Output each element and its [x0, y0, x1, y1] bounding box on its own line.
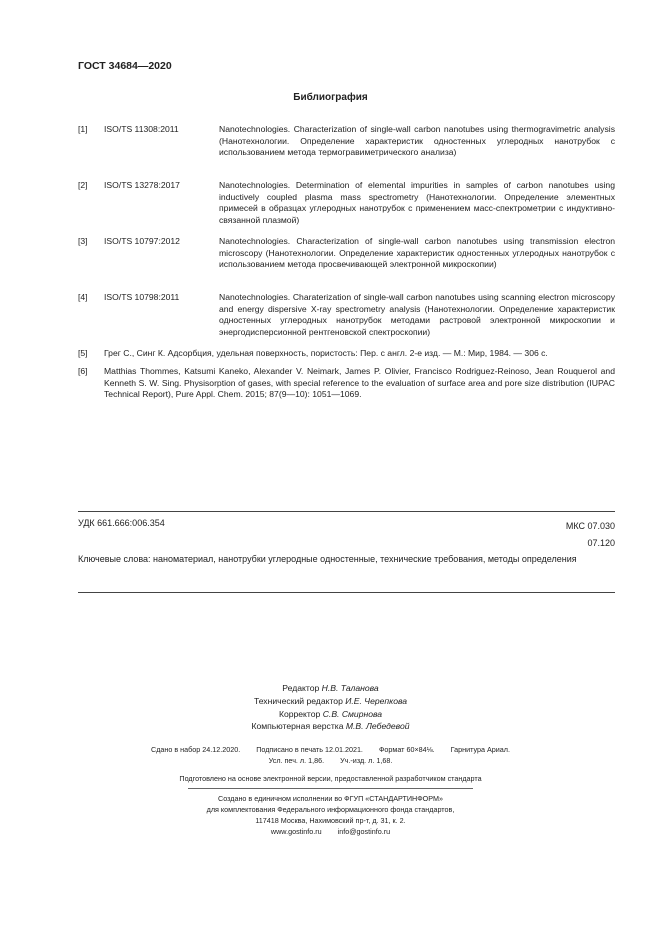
editor-line: Компьютерная верстка М.В. Лебедевой — [251, 721, 410, 732]
format: Формат 60×84⅛. — [378, 745, 435, 754]
typeface: Гарнитура Ариал. — [450, 745, 510, 754]
created-by: Создано в единичном исполнении во ФГУП «СТАНДАРТИНФОРМ» — [218, 794, 443, 803]
reference-number: [4] — [78, 292, 88, 302]
reference-text: Nanotechnologies. Charaterization of single-wall carbon nanotubes using scanning electron microscopy and energy dispersive X-ray spectrometry analysis (Нанотехнологии. Определение характеристик одностенных углеродных нанотрубок методами растровой электронной микроскопии и энергодисперсионной рентгеновской спектроскопии) — [219, 292, 615, 337]
reference-item — [78, 366, 615, 401]
mks-code-2: 07.120 — [587, 538, 615, 548]
reference-item — [78, 348, 615, 360]
reference-number: [5] — [78, 348, 88, 358]
reference-code: ISO/TS 11308:2011 — [104, 124, 179, 134]
divider-imprint — [188, 788, 473, 789]
print-details — [0, 744, 661, 766]
divider-top — [78, 511, 615, 512]
address: 117418 Москва, Нахимовский пр-т, д. 31, к. 2. — [255, 816, 406, 825]
sent-date: Сдано в набор 24.12.2020. — [151, 745, 241, 754]
reference-code: ISO/TS 10798:2011 — [104, 292, 180, 302]
reference-text: Matthias Thommes, Katsumi Kaneko, Alexander V. Neimark, James P. Olivier, Francisco Rodriguez-Reinoso, Jean Rouquerol and Kenneth S. W. Sing. Physisorption of gases, with special reference to the evaluation of surface area and pore size distribution (IUPAC Technical Report), Pure Appl. Chem. 2015; 87(9—10): 1051—1069. — [104, 366, 615, 399]
reference-number: [6] — [78, 366, 88, 376]
keywords: Ключевые слова: наноматериал, нанотрубки углеродные одностенные, технические требования, методы определения — [78, 554, 577, 564]
editors-block — [0, 682, 661, 733]
standard-number: ГОСТ 34684—2020 — [78, 60, 172, 72]
bibliography-title: Библиография — [293, 92, 368, 103]
reference-item — [78, 236, 615, 271]
reference-text: Nanotechnologies. Characterization of single-wall carbon nanotubes using thermogravimetric analysis (Нанотехнологии. Определение характеристик одностенных углеродных нанотрубок с использованием метода термогравиметрического анализа) — [219, 124, 615, 157]
reference-code: ISO/TS 13278:2017 — [104, 180, 180, 190]
editor-line: Редактор Н.В. Таланова — [282, 683, 379, 693]
publisher-sheets: Уч.-изд. л. 1,68. — [340, 756, 393, 765]
reference-number: [3] — [78, 236, 88, 246]
publisher-block — [0, 793, 661, 837]
divider-bottom — [78, 592, 615, 593]
reference-text: Nanotechnologies. Characterization of single-wall carbon nanotubes using transmission electron microscopy (Нанотехнологии. Определение характеристик одностенных углеродных нанотрубок с использованием метода просвечивающей электронной микроскопии) — [219, 236, 615, 269]
prepared-note: Подготовлено на основе электронной версии, предоставленной разработчиком стандарта — [179, 774, 482, 783]
print-sheets: Усл. печ. л. 1,86. — [268, 756, 325, 765]
udk-code: УДК 661.666:006.354 — [78, 518, 165, 528]
reference-item — [78, 180, 615, 226]
reference-number: [1] — [78, 124, 88, 134]
mks-codes — [566, 518, 615, 552]
signed-date: Подписано в печать 12.01.2021. — [256, 745, 363, 754]
fund-note: для комплектования Федерального информационного фонда стандартов, — [206, 805, 455, 814]
website-link[interactable]: www.gostinfo.ru — [270, 827, 322, 836]
mks-code-1: МКС 07.030 — [565, 521, 615, 531]
email-link[interactable]: info@gostinfo.ru — [337, 827, 391, 836]
editor-line: Технический редактор И.Е. Черепкова — [253, 695, 408, 706]
reference-text: Грег С., Синг К. Адсорбция, удельная поверхность, пористость: Пер. с англ. 2-е изд. — М.: Мир, 1984. — 306 с. — [104, 348, 548, 358]
reference-text: Nanotechnologies. Determination of elemental impurities in samples of carbon nanotubes using inductively coupled plasma mass spectrometry (Нанотехнологии. Определение элементных примесей в образцах углеродных нанотрубок с применением масс-спектрометрии с индуктивно-связанной плазмой) — [219, 180, 615, 225]
reference-item — [78, 124, 615, 159]
reference-code: ISO/TS 10797:2012 — [104, 236, 180, 246]
reference-item — [78, 292, 615, 338]
reference-number: [2] — [78, 180, 88, 190]
editor-line: Корректор С.В. Смирнова — [278, 708, 383, 719]
